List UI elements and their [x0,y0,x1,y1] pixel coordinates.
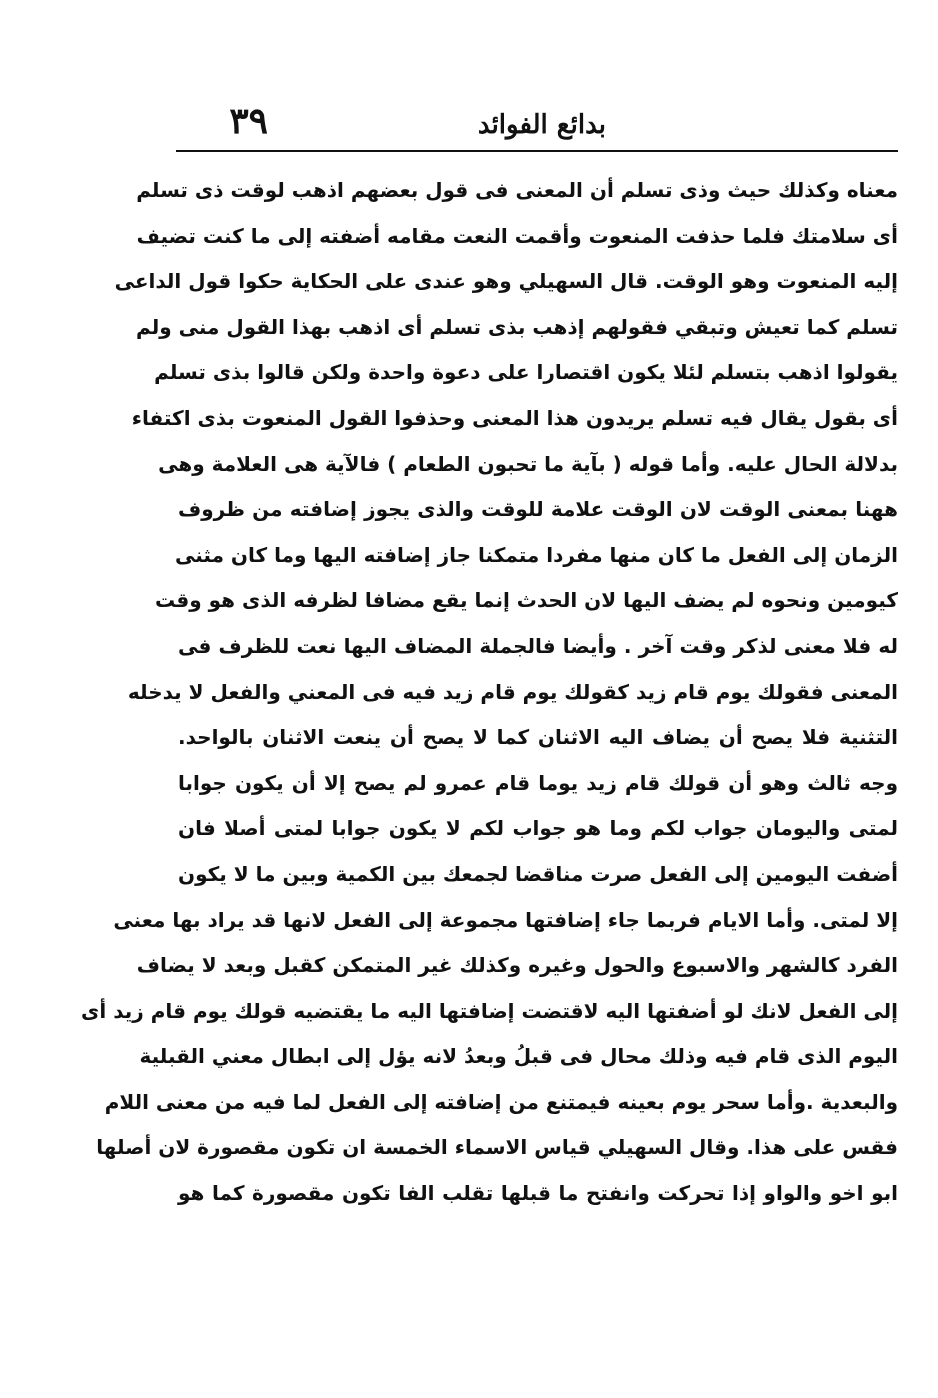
text-line-20: اليوم الذى قام فيه وذلك محال فى قبلُ وبعدُ لانه يؤل إلى ابطال معني القبلية [139,1044,898,1069]
page-number: ٣٩ [229,100,268,142]
text-line-8: ههنا بمعنى الوقت لان الوقت علامة للوقت والذى يجوز إضافته من ظروف [178,497,898,522]
text-line-6: أى بقول يقال فيه تسلم يريدون هذا المعنى وحذفوا القول المنعوت بذى اكتفاء [131,405,898,430]
text-line-23: ابو اخو والواو إذا تحركت وانفتح ما قبلها تقلب الفا تكون مقصورة كما هو [178,1181,898,1206]
text-line-1: معناه وكذلك حيث وذى تسلم أن المعنى فى قول بعضهم اذهب لوقت ذى تسلم [136,178,898,202]
text-line-14: وجه ثالث وهو أن قولك قام زيد يوما قام عمرو لم يصح إلا أن يكون جوابا [178,770,898,795]
text-line-3: إليه المنعوت وهو الوقت. قال السهيلي وهو عندى على الحكاية حكوا قول الداعى [114,269,898,294]
text-line-9: الزمان إلى الفعل ما كان منها مفردا متمكنا جاز إضافته اليها وما كان مثنى [175,542,898,567]
page-header [178,100,896,146]
text-line-5: يقولوا اذهب بتسلم لئلا يكون اقتصارا على دعوة واحدة ولكن قالوا بذى تسلم [154,360,898,385]
text-line-18: الفرد كالشهر والاسبوع والحول وغيره وكذلك غير المتمكن كقبل وبعد لا يضاف [136,953,898,978]
header-rule [176,150,898,152]
text-line-2: أى سلامتك فلما حذفت المنعوت وأقمت النعت مقامه أضفته إلى ما كنت تضيف [136,223,898,248]
text-line-16: أضفت اليومين إلى الفعل صرت مناقضا لجمعك بين الكمية وبين ما لا يكون [178,861,898,886]
text-line-12: المعنى فقولك يوم قام زيد كقولك يوم قام زيد فيه فى المعني والفعل لا يدخله [127,679,898,704]
body-text [81,168,898,1217]
running-title: بدائع الفوائد [477,110,606,140]
text-line-10: كيومين ونحوه لم يضف اليها لان الحدث إنما يقع مضافا لظرفه الذى هو وقت [154,588,898,613]
text-line-15: لمتى واليومان جواب لكم وما هو جواب لكم لا يكون جوابا لمتى أصلا فان [178,816,898,841]
text-line-7: بدلالة الحال عليه. وأما قوله ( بآية ما تحبون الطعام ) فالآية هى العلامة وهى [158,451,898,476]
text-line-22: فقس على هذا. وقال السهيلي قياس الاسماء الخمسة ان تكون مقصورة لان أصلها [96,1135,898,1160]
text-line-4: تسلم كما تعيش وتبقي فقولهم إذهب بذى تسلم أى اذهب بهذا القول منى ولم [136,314,898,339]
text-line-17: إلا لمتى. وأما الايام فربما جاء إضافتها مجموعة إلى الفعل لانها قد يراد بها معنى [113,907,898,932]
text-line-13: التثنية فلا يصح أن يضاف اليه الاثنان كما لا يصح أن ينعت الاثنان بالواحد. [178,725,898,750]
text-line-21: والبعدية .وأما سحر يوم بعينه فيمتنع من إضافته إلى الفعل لما فيه من معنى اللام [104,1089,898,1114]
text-line-11: له فلا معنى لذكر وقت آخر . وأيضا فالجملة المضاف اليها نعت للظرف فى [178,633,898,658]
text-line-19: إلى الفعل لانك لو أضفتها اليه لاقتضت إضافتها اليه ما يقتضيه قولك يوم قام زيد أى [81,998,898,1023]
